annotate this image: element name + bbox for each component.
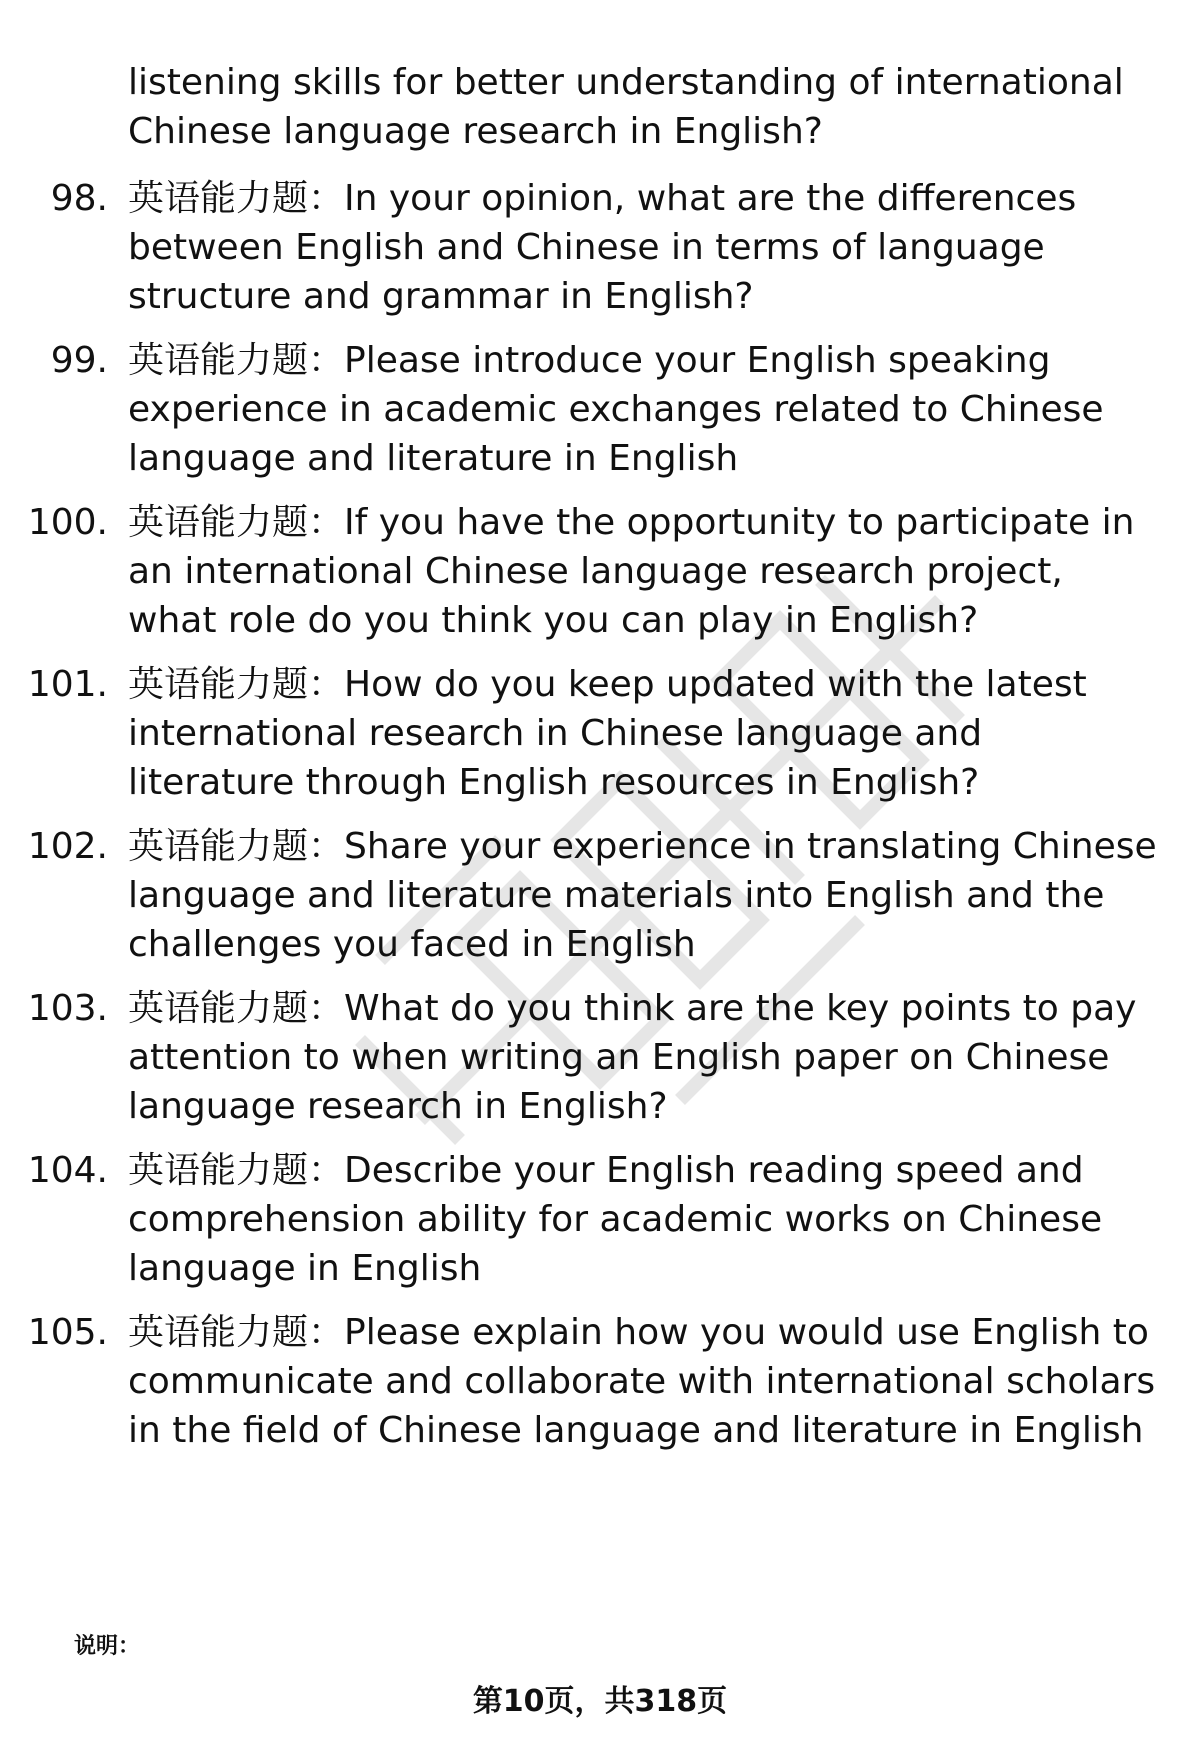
question-text: 英语能力题：In your opinion, what are the differences between English and Chinese in terms of language structure and grammar in English? <box>128 178 1077 317</box>
continuation-text: listening skills for better understanding of international Chinese language research in English? <box>128 62 1124 152</box>
page-footer: 第10页，共318页 <box>472 1684 728 1719</box>
question-number: 100. <box>27 502 108 543</box>
question-number: 105. <box>27 1312 108 1353</box>
question-number: 102. <box>27 826 108 867</box>
question-text: 英语能力题：Please explain how you would use English to communicate and collaborate with international scholars in the field of Chinese language and literature in English <box>128 1312 1156 1451</box>
question-text: 英语能力题：Share your experience in translating Chinese language and literature materials into English and the challenges you faced in English <box>128 826 1157 965</box>
question-text: 英语能力题：Please introduce your English speaking experience in academic exchanges related to Chinese language and literature in English <box>128 340 1104 479</box>
question-number: 104. <box>27 1150 108 1191</box>
note-label: 说明： <box>74 1634 141 1659</box>
question-text: 英语能力题：What do you think are the key points to pay attention to when writing an English paper on Chinese language research in English? <box>128 988 1137 1127</box>
question-text: 英语能力题：Describe your English reading speed and comprehension ability for academic works on Chinese language in English <box>128 1150 1103 1289</box>
question-number: 103. <box>27 988 108 1029</box>
question-text: 英语能力题：If you have the opportunity to participate in an international Chinese language research project, what role do you think you can play in English? <box>128 502 1135 641</box>
question-number: 101. <box>27 664 108 705</box>
question-text: 英语能力题：How do you keep updated with the latest international research in Chinese language and literature through English resources in English? <box>128 664 1087 803</box>
question-number: 99. <box>50 340 108 381</box>
question-number: 98. <box>50 178 108 219</box>
